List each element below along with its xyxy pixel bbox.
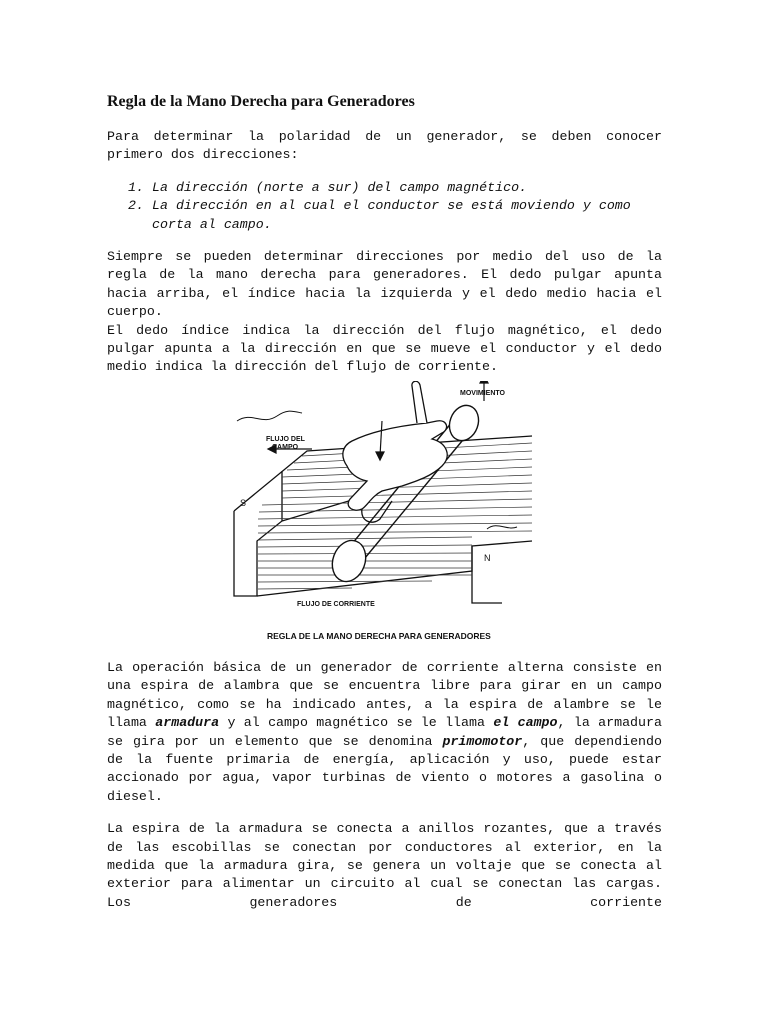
- flux-label-line1: FLUJO DEL: [266, 435, 305, 443]
- figure-caption: REGLA DE LA MANO DERECHA PARA GENERADORES: [267, 630, 491, 641]
- document-title: Regla de la Mano Derecha para Generadores: [107, 93, 415, 110]
- list-item: 2. La dirección en al cual el conductor se está moviendo y como corta al campo.: [152, 197, 662, 234]
- rule-paragraph-b: El dedo índice indica la dirección del flujo magnético, el dedo pulgar apunta a la dirección en que se mueve el conductor y el dedo medio indica la dirección del flujo de corriente.: [107, 322, 662, 375]
- operation-text-c: , la armadura se gira por un elemento que se denomina: [107, 715, 662, 749]
- term-primomotor: primomotor: [442, 733, 523, 749]
- movement-label: MOVIMIENTO: [460, 389, 505, 397]
- operation-text-b: y al campo magnético se le llama: [219, 715, 494, 731]
- document-page: [107, 92, 662, 912]
- rule-paragraph-a: Siempre se pueden determinar direcciones por medio del uso de la regla de la mano derecha para generadores. El dedo pulgar apunta hacia arriba, el índice hacia la izquierda y el dedo medio hacia el cuerpo.: [107, 249, 662, 320]
- armature-paragraph: La espira de la armadura se conecta a anillos rozantes, que a través de las escobillas se conectan por conductores al exterior, en la medida que la armadura gira, se genera un voltaje que se conecta al exterior para alimentar un circuito al cual se conectan las cargas. Los generadores de corriente: [107, 821, 662, 910]
- directions-list: [107, 179, 662, 234]
- intro-paragraph: Para determinar la polaridad de un generador, se deben conocer primero dos direcciones:: [107, 129, 662, 163]
- operation-paragraph: [107, 659, 662, 806]
- operation-text-d: , que dependiendo de la fuente primaria de energía, aplicación y uso, puede estar accionado por agua, vapor turbinas de viento o motores a gasolina o diesel.: [107, 733, 662, 804]
- term-armadura: armadura: [155, 715, 220, 731]
- south-pole-label: S: [240, 497, 247, 508]
- term-el-campo: el campo: [493, 715, 558, 731]
- list-item: 1. La dirección (norte a sur) del campo magnético.: [152, 179, 662, 197]
- right-hand-rule-figure: [107, 381, 662, 649]
- north-pole-label: N: [484, 552, 491, 563]
- operation-text-a: La operación básica de un generador de corriente alterna consiste en una espira de alambra que se encuentra libre para girar en un campo magnético, como se ha indicado antes, a la espira de alambre se le llama: [107, 659, 662, 731]
- right-hand-rule-illustration: [232, 381, 542, 626]
- flux-label-line2: CAMPO: [272, 443, 299, 451]
- current-flow-label: FLUJO DE CORRIENTE: [297, 600, 375, 608]
